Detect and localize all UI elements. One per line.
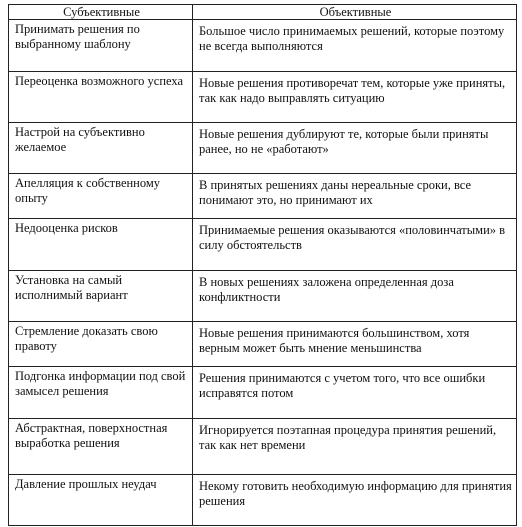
- subjective-cell: Абстрактная, поверхностная выработка решения: [9, 419, 193, 475]
- table-row: [9, 367, 517, 419]
- subjective-cell: Давление прошлых неудач: [9, 475, 193, 526]
- subjective-cell: Недооценка рисков: [9, 219, 193, 271]
- objective-cell: В новых решениях заложена определенная доза конфликтности: [193, 271, 517, 322]
- subjective-cell: Настрой на субъективно желаемое: [9, 123, 193, 174]
- subjective-cell: Стремление доказать свою правоту: [9, 322, 193, 367]
- table-row: [9, 20, 517, 72]
- causes-table: [8, 4, 517, 526]
- objective-cell: В принятых решениях даны нереальные сроки, все понимают это, но принимают их: [193, 174, 517, 219]
- subjective-cell: Принимать решения по выбранному шаблону: [9, 20, 193, 72]
- objective-cell: Новые решения дублируют те, которые были приняты ранее, но не «работают»: [193, 123, 517, 174]
- table-row: [9, 219, 517, 271]
- table-row: [9, 419, 517, 475]
- objective-cell: Новые решения принимаются большинством, хотя верным может быть мнение меньшинства: [193, 322, 517, 367]
- objective-cell: Большое число принимаемых решений, которые поэтому не всегда выполняются: [193, 20, 517, 72]
- table-row: [9, 322, 517, 367]
- table-row: [9, 475, 517, 526]
- subjective-cell: Подгонка информации под свой замысел решения: [9, 367, 193, 419]
- objective-cell: Новые решения противоречат тем, которые уже приняты, так как надо выправлять ситуацию: [193, 72, 517, 123]
- header-row: [9, 5, 517, 20]
- objective-cell: Принимаемые решения оказываются «половинчатыми» в силу обстоятельств: [193, 219, 517, 271]
- table-row: [9, 271, 517, 322]
- objective-cell: Игнорируется поэтапная процедура принятия решений, так как нет времени: [193, 419, 517, 475]
- objective-cell: Решения принимаются с учетом того, что все ошибки исправятся потом: [193, 367, 517, 419]
- objective-cell: Некому готовить необходимую информацию для принятия решения: [193, 475, 517, 526]
- header-subjective: Субъективные: [9, 5, 193, 20]
- table-row: [9, 72, 517, 123]
- subjective-cell: Переоценка возможного успеха: [9, 72, 193, 123]
- table-row: [9, 174, 517, 219]
- table-row: [9, 123, 517, 174]
- subjective-cell: Апелляция к собственному опыту: [9, 174, 193, 219]
- header-objective: Объективные: [193, 5, 517, 20]
- subjective-cell: Установка на самый исполнимый вариант: [9, 271, 193, 322]
